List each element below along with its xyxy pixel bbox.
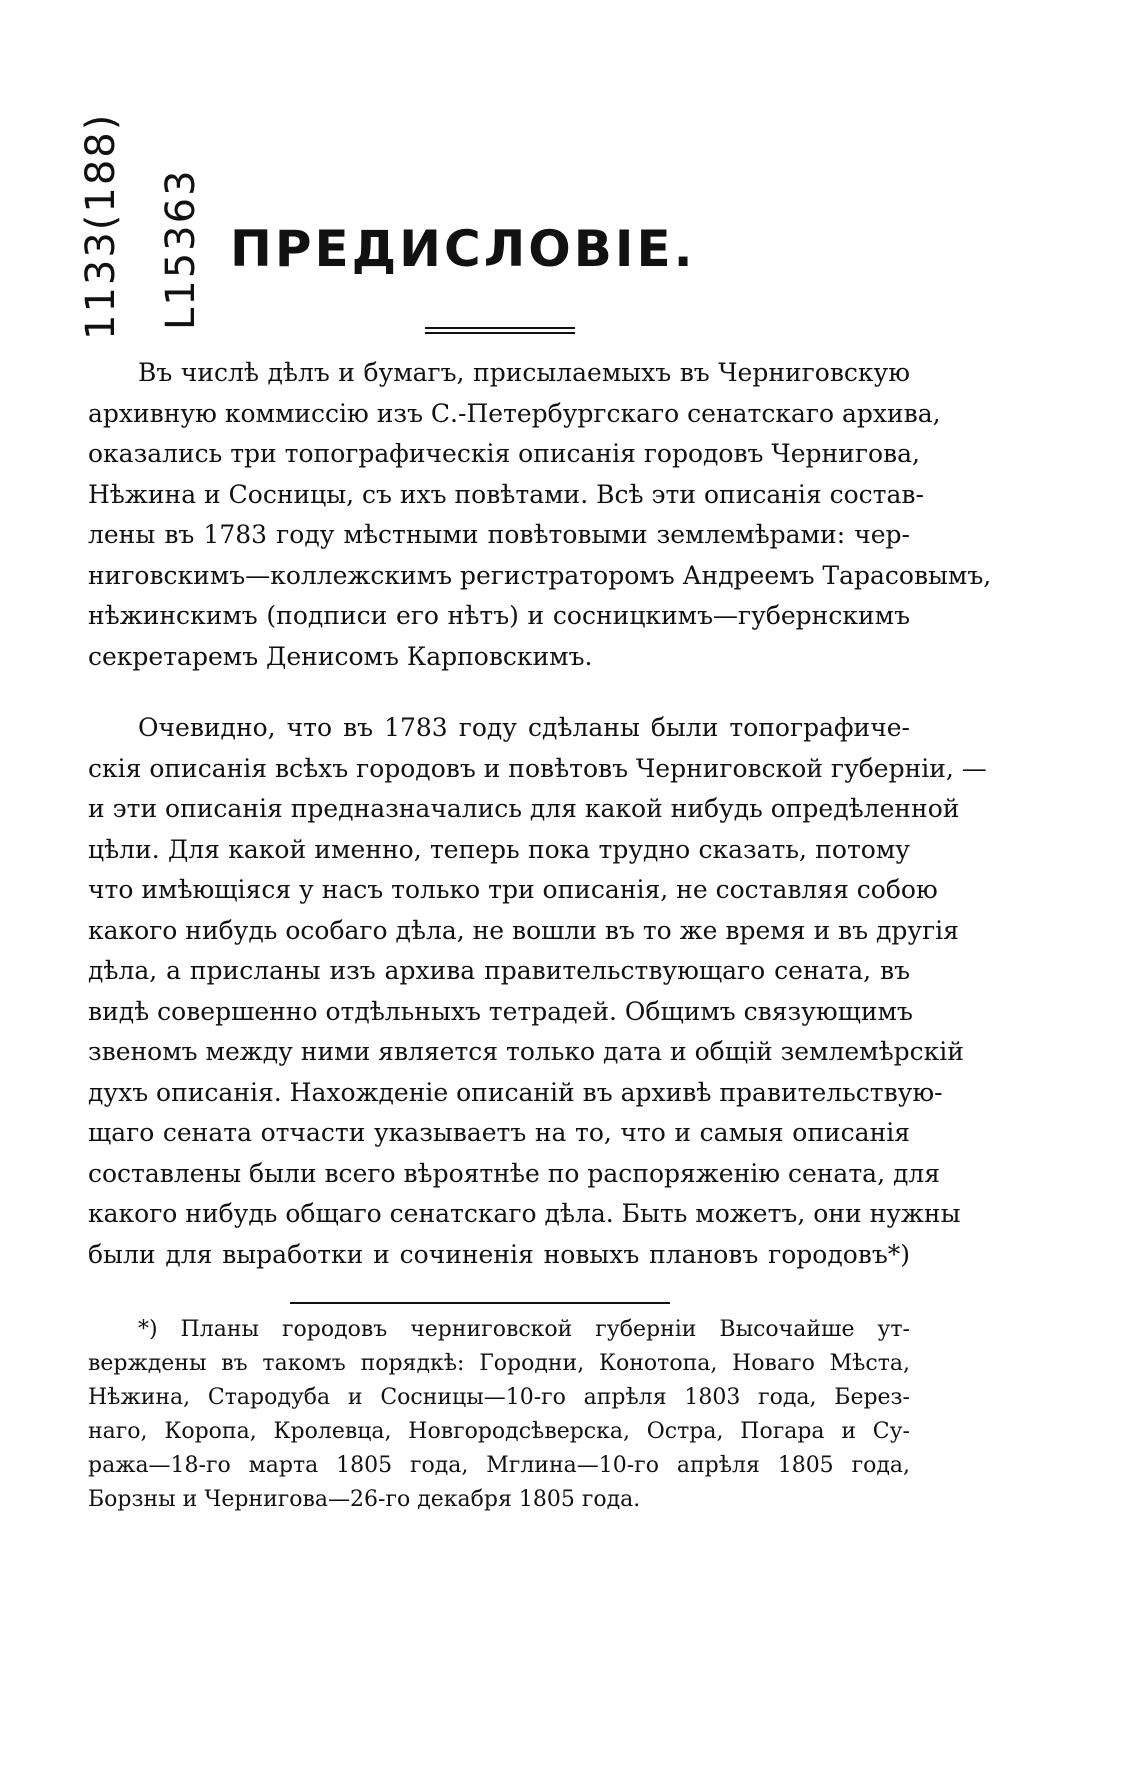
footnote-line: Борзны и Чернигова—26-го декабря 1805 года.	[88, 1487, 641, 1512]
footnote-line: *) Планы городовъ черниговской губерніи Высочайше ут-	[138, 1317, 910, 1342]
text-line: и эти описанія предназначались для какой нибудь опредѣленной	[88, 794, 960, 823]
handwritten-shelfmark-1: 1133(188)	[78, 112, 124, 340]
footnote	[88, 1313, 910, 1517]
footnote-line: верждены въ такомъ порядкѣ: Городни, Конотопа, Новаго Мѣста,	[88, 1351, 910, 1376]
text-line: лены въ 1783 году мѣстными повѣтовыми землемѣрами: чер-	[88, 520, 910, 549]
footnote-line: ража—18-го марта 1805 года, Мглина—10-го апрѣля 1805 года,	[88, 1453, 910, 1478]
text-line: составлены были всего вѣроятнѣе по распоряженію сената, для	[88, 1158, 941, 1188]
text-line: какого нибудь общаго сенатскаго дѣла. Быть можетъ, они нужны	[88, 1199, 961, 1228]
footnote-line: наго, Коропа, Кролевца, Новгородсѣверска, Остра, Погара и Су-	[88, 1419, 910, 1444]
text-line: Нѣжина и Сосницы, съ ихъ повѣтами. Всѣ эти описанія состав-	[88, 479, 924, 509]
title-divider	[425, 327, 575, 334]
text-line: нѣжинскимъ (подписи его нѣтъ) и сосницкимъ—губернскимъ	[88, 601, 910, 630]
text-line: какого нибудь особаго дѣла, не вошли въ то же время и въ другія	[88, 915, 959, 945]
text-line: ниговскимъ—коллежскимъ регистраторомъ Андреемъ Тарасовымъ,	[88, 560, 992, 590]
text-line: звеномъ между ними является только дата и общій землемѣрскій	[88, 1037, 964, 1066]
page-title: ПРЕДИСЛОВІЕ.	[230, 220, 696, 278]
text-line: видѣ совершенно отдѣльныхъ тетрадей. Общимъ связующимъ	[88, 996, 913, 1026]
text-line: были для выработки и сочиненія новыхъ плановъ городовъ*)	[88, 1239, 910, 1269]
handwritten-shelfmark-2: L15363	[158, 168, 204, 330]
text-line: Въ числѣ дѣлъ и бумагъ, присылаемыхъ въ Черниговскую	[138, 358, 910, 387]
text-line: цѣли. Для какой именно, теперь пока трудно сказать, потому	[88, 834, 910, 864]
text-line: щаго сената отчасти указываетъ на то, что и самыя описанія	[88, 1118, 910, 1147]
paragraph-1	[88, 353, 992, 677]
footnote-line: Нѣжина, Стародуба и Сосницы—10-го апрѣля 1803 года, Берез-	[88, 1385, 910, 1410]
text-line: оказались три топографическія описанія городовъ Чернигова,	[88, 439, 920, 468]
footnote-divider	[290, 1302, 670, 1304]
paragraph-2	[88, 708, 987, 1275]
text-line: Очевидно, что въ 1783 году сдѣланы были топографиче-	[138, 713, 910, 742]
text-line: дѣла, а присланы изъ архива правительствующаго сената, въ	[88, 956, 910, 985]
text-line: духъ описанія. Нахожденіе описаній въ архивѣ правительствую-	[88, 1077, 943, 1107]
text-line: что имѣющіяся у насъ только три описанія, не составляя собою	[88, 875, 938, 904]
text-line: скія описанія всѣхъ городовъ и повѣтовъ Черниговской губерніи, —	[88, 753, 987, 783]
text-line: архивную коммиссію изъ С.-Петербургскаго сенатскаго архива,	[88, 398, 941, 428]
text-line: секретаремъ Денисомъ Карповскимъ.	[88, 641, 593, 671]
